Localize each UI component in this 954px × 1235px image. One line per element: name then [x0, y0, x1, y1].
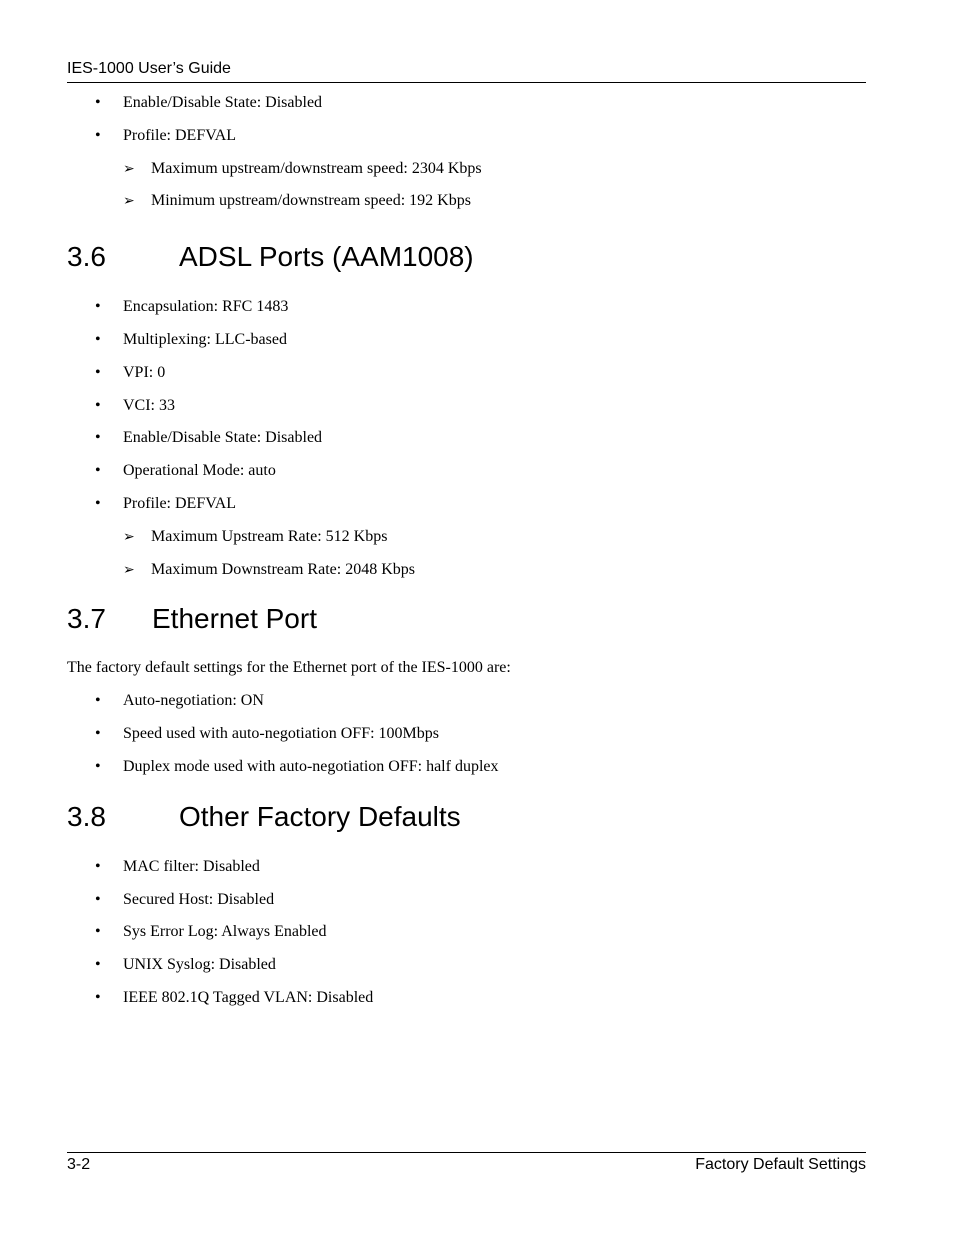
list-item: • UNIX Syslog: Disabled: [67, 949, 866, 982]
list-item: • Duplex mode used with auto-negotiation OFF: half duplex: [67, 751, 866, 784]
page-number: 3-2: [67, 1156, 91, 1173]
list-item: • IEEE 802.1Q Tagged VLAN: Disabled: [67, 982, 866, 1015]
sub-list-item: ➢ Minimum upstream/downstream speed: 192 Kbps: [67, 185, 866, 218]
other-defaults-list: [67, 851, 866, 1015]
list-item: • Secured Host: Disabled: [67, 884, 866, 917]
section-heading-3-8: [67, 784, 866, 850]
list-item: • Speed used with auto-negotiation OFF: 100Mbps: [67, 718, 866, 751]
section-title: Other Factory Defaults: [179, 800, 461, 832]
section-heading-3-7: [67, 586, 866, 652]
sub-list-item: ➢ Maximum Upstream Rate: 512 Kbps: [67, 521, 866, 554]
list-item: • Encapsulation: RFC 1483: [67, 291, 866, 324]
list-item: • Enable/Disable State: Disabled: [67, 422, 866, 455]
list-item: • MAC filter: Disabled: [67, 851, 866, 884]
section-intro: The factory default settings for the Ethernet port of the IES-1000 are:: [67, 659, 511, 677]
adsl-list: [67, 291, 866, 586]
list-item: • Enable/Disable State: Disabled: [67, 87, 866, 120]
header-title: IES-1000 User’s Guide: [67, 60, 231, 77]
section-title: Ethernet Port: [152, 603, 317, 635]
sub-list-item: ➢ Maximum Downstream Rate: 2048 Kbps: [67, 554, 866, 587]
page-footer: [67, 1152, 866, 1177]
list-item: • VCI: 33: [67, 390, 866, 423]
ethernet-list: [67, 685, 866, 783]
page-header: [67, 58, 866, 83]
page-content: [67, 87, 866, 1015]
list-item: • Sys Error Log: Always Enabled: [67, 916, 866, 949]
list-item: • Multiplexing: LLC-based: [67, 324, 866, 357]
section-title: ADSL Ports (AAM1008): [179, 241, 474, 273]
section-number: 3.6: [67, 241, 106, 273]
section-number: 3.8: [67, 800, 106, 832]
list-item: • Profile: DEFVAL: [67, 120, 866, 153]
list-item: • Profile: DEFVAL: [67, 488, 866, 521]
section-number: 3.7: [67, 603, 106, 635]
list-item: • VPI: 0: [67, 357, 866, 390]
list-item: • Operational Mode: auto: [67, 455, 866, 488]
top-list: [67, 87, 866, 218]
section-heading-3-6: [67, 224, 866, 290]
sub-list-item: ➢ Maximum upstream/downstream speed: 2304 Kbps: [67, 153, 866, 186]
list-item: • Auto-negotiation: ON: [67, 685, 866, 718]
chapter-title: Factory Default Settings: [695, 1156, 866, 1173]
